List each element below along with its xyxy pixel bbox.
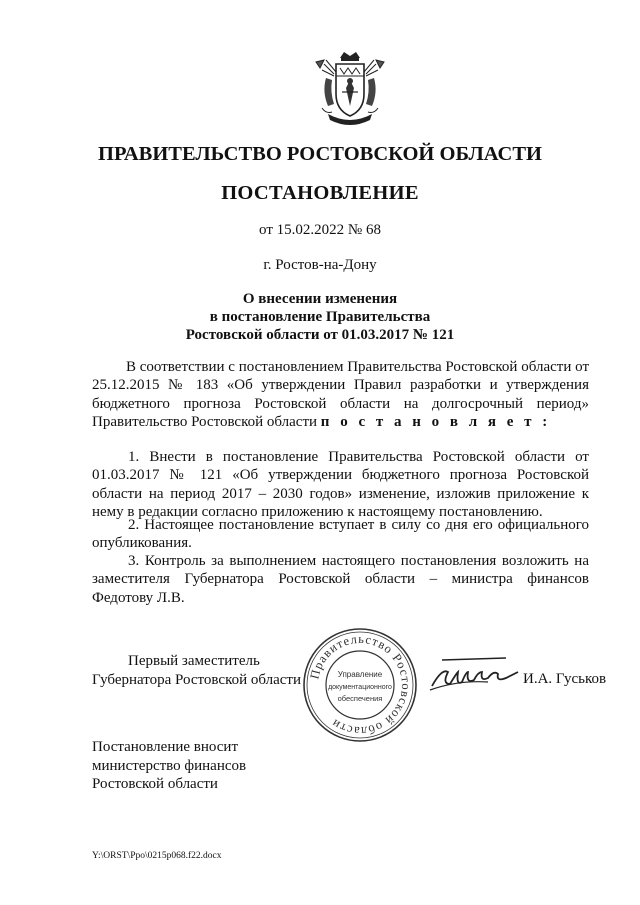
subject-line-1: О внесении изменения <box>242 291 398 307</box>
preamble-paragraph <box>92 358 589 431</box>
signatory-position-line-2: Губернатора Ростовской области <box>92 672 302 688</box>
signatory-position-line-1: Первый заместитель <box>128 653 260 669</box>
government-title: ПРАВИТЕЛЬСТВО РОСТОВСКОЙ ОБЛАСТИ <box>98 143 542 165</box>
date-number: от 15.02.2022 № 68 <box>259 222 381 238</box>
item-1-paragraph: 1. Внести в постановление Правительства Ростовской области от 01.03.2017 № 121 «Об утверждении бюджетного прогноза Ростовской области на период 2017 – 2030 годов» изменение, изложив приложение к нему в редакции согласно приложению к настоящему постановлению. <box>92 449 589 520</box>
item-3-paragraph: 3. Контроль за выполнением настоящего постановления возложить на заместителя Губернатора Ростовской области – министра финансов Федотову Л.В. <box>92 553 589 606</box>
signatory-name: И.А. Гуськов <box>523 671 607 687</box>
document-type-title: ПОСТАНОВЛЕНИЕ <box>221 182 419 204</box>
handwritten-signature <box>428 650 524 698</box>
issuer-line-2: министерство финансов <box>92 757 247 774</box>
signatory-position <box>92 652 301 690</box>
seal-outer-text: Правительство Ростовской области <box>307 631 414 739</box>
item-2-paragraph: 2. Настоящее постановление вступает в силу со дня его официального опубликования. <box>92 517 589 552</box>
official-seal <box>302 627 418 743</box>
city-line: г. Ростов-на-Дону <box>263 257 377 273</box>
document-subject <box>0 290 640 344</box>
resolves-word: п о с т а н о в л я е т : <box>320 413 551 430</box>
issuer-line-1: Постановление вносит <box>92 739 239 755</box>
crown-icon <box>340 52 360 61</box>
seal-inner-line-3: обеспечения <box>337 694 383 703</box>
coat-of-arms-emblem <box>314 48 386 128</box>
seal-inner-line-2: документационного <box>328 684 392 691</box>
subject-line-3: Ростовской области от 01.03.2017 № 121 <box>185 327 455 343</box>
issuer-line-3: Ростовской области <box>92 776 218 792</box>
file-path-footer: Y:\ORST\Ppo\0215p068.f22.docx <box>92 851 222 861</box>
subject-line-2: в постановление Правительства <box>209 309 431 325</box>
seal-inner-line-1: Управление <box>337 670 383 679</box>
preamble-text: В соответствии с постановлением Правительства Ростовской области от 25.12.2015 № 183 «Об утверждении Правил разработки и утверждения бюджетного прогноза Ростовской области на долгосрочный период» Правительство Ростовской области <box>92 359 589 430</box>
issuer-block <box>92 738 246 794</box>
